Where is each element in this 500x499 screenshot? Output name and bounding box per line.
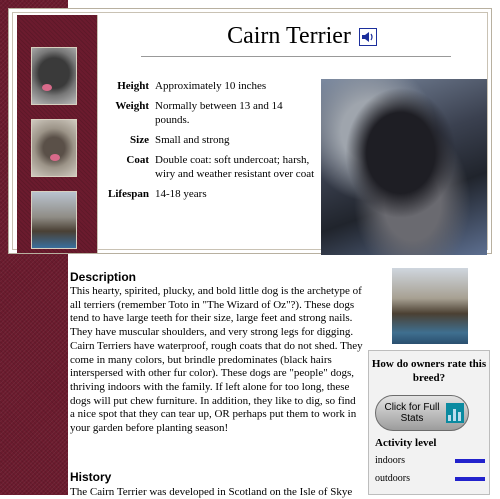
tongue-shape — [42, 84, 52, 91]
tongue-shape — [50, 154, 60, 161]
stat-label: Size — [130, 134, 149, 146]
activity-heading: Activity level — [375, 437, 437, 449]
stat-lifespan — [101, 187, 319, 201]
stat-height — [101, 79, 319, 93]
stat-label: Weight — [115, 100, 149, 112]
thumbnail-dog-standing[interactable] — [31, 191, 77, 249]
stat-label: Height — [117, 80, 149, 92]
activity-row-indoors — [375, 455, 485, 466]
full-stats-button[interactable] — [375, 395, 469, 431]
activity-row-outdoors — [375, 473, 485, 484]
thumbnail-dog-face[interactable] — [31, 119, 77, 177]
stat-label: Lifespan — [108, 188, 149, 200]
bar-chart-icon — [446, 403, 464, 423]
stat-value: 14-18 years — [155, 188, 207, 200]
title-divider — [141, 56, 451, 57]
description-text: This hearty, spirited, plucky, and bold little dog is the archetype of all terriers (remember Toto in "The Wizard of Oz"?). These dogs tend to have large teeth for their size, large feet and strong nails. They have muscular shoulders, and very strong legs for digging. Cairn Terriers have waterproof, rough coats that do not shed. They come in many colors, but brindle predominates (black hairs interspersed with other fur color). These dogs are "people" dogs, thriving indoors with the family. If left alone for too long, these dogs will put chew furniture. In addition, they like to dig, so find a nice spot that they can tear up, OR perhaps put them to work in your garden before planting season! — [70, 285, 363, 435]
thumbnail-puppy-face[interactable] — [31, 47, 77, 105]
owner-rating-box — [368, 350, 490, 495]
stat-value: Small and strong — [155, 134, 230, 146]
full-stats-label: Click for Full Stats — [384, 402, 440, 424]
stat-weight — [101, 99, 319, 127]
speaker-icon[interactable] — [359, 28, 377, 46]
stat-coat — [101, 153, 319, 181]
stat-value: Approximately 10 inches — [155, 80, 267, 92]
activity-bar-indoors — [455, 459, 485, 463]
page-title: Cairn Terrier — [227, 23, 351, 49]
stat-value: Double coat: soft undercoat; harsh, wiry and weather resistant over coat — [155, 154, 315, 180]
adult-dog-photo — [392, 268, 468, 344]
rating-question: How do owners rate this breed? — [371, 358, 487, 384]
stat-label: Coat — [126, 154, 149, 166]
breed-summary-panel — [8, 8, 492, 254]
stat-value: Normally between 13 and 14 pounds. — [155, 100, 283, 126]
thumbnail-column — [17, 15, 98, 253]
stat-size — [101, 133, 319, 147]
activity-bar-outdoors — [455, 477, 485, 481]
history-text: The Cairn Terrier was developed in Scotland on the Isle of Skye — [70, 486, 353, 498]
breed-stats — [101, 79, 319, 207]
title-row — [117, 23, 487, 50]
description-heading: Description — [70, 270, 137, 284]
history-heading: History — [70, 470, 112, 484]
activity-label: outdoors — [375, 473, 410, 484]
puppy-photo — [321, 79, 487, 255]
activity-label: indoors — [375, 455, 405, 466]
